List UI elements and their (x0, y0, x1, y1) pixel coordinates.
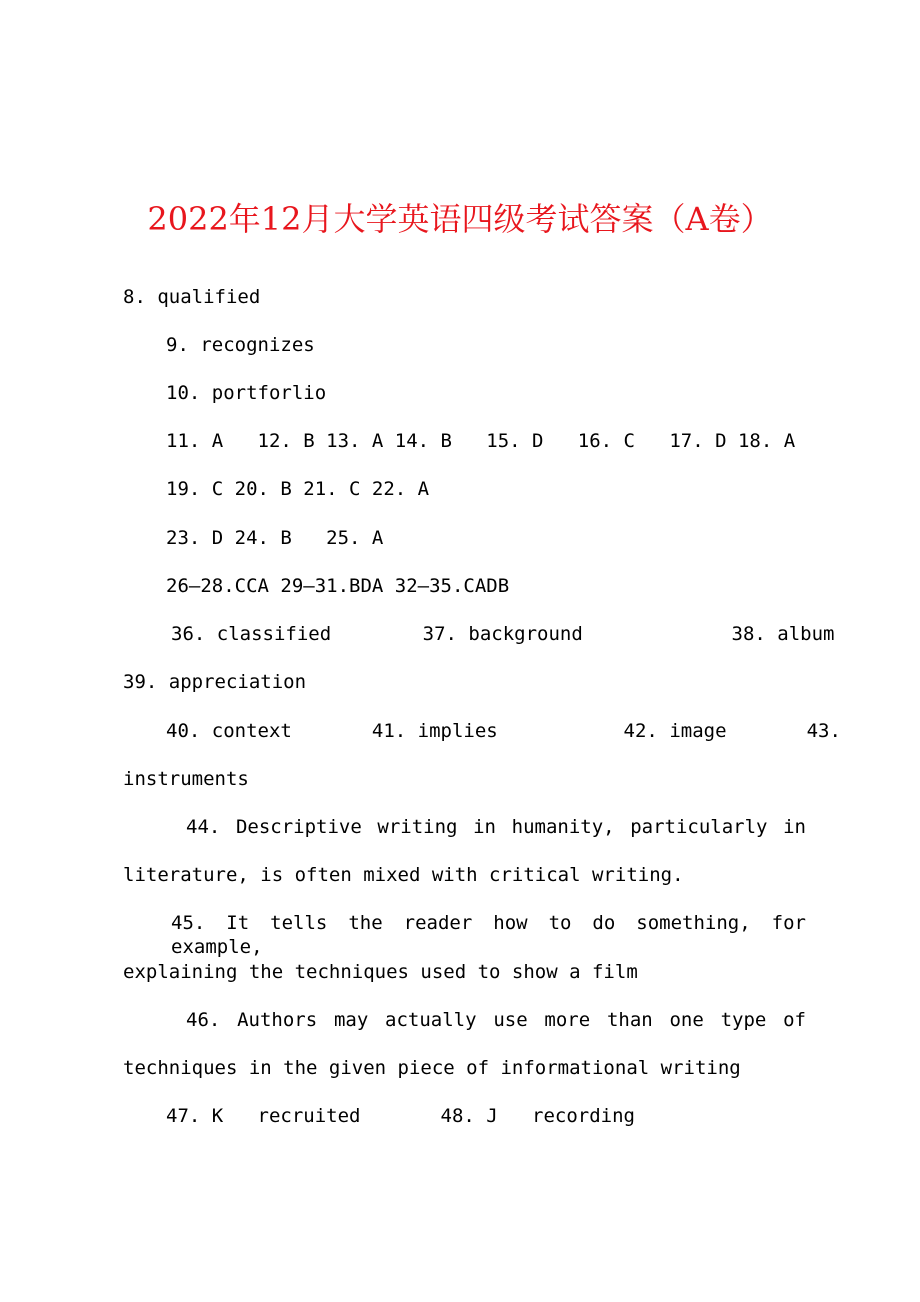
answer-line-19-22: 19. C 20. B 21. C 22. A (166, 478, 430, 500)
answer-line-45: 45. It tells the reader how to do something, for example, (171, 912, 806, 958)
page-title: 2022年12月大学英语四级考试答案（A卷） (147, 200, 773, 238)
answer-line-9: 9. recognizes (166, 334, 315, 356)
answer-line-26-35: 26—28.CCA 29—31.BDA 32—35.CADB (166, 575, 510, 597)
answer-line-36-38: 36. classified 37. background 38. album (171, 623, 835, 645)
answer-line-23-25: 23. D 24. B 25. A (166, 527, 384, 549)
answer-line-47-48: 47. K recruited 48. J recording (166, 1105, 635, 1127)
answer-line-10: 10. portforlio (166, 382, 327, 404)
answer-line-45-cont: explaining the techniques used to show a film (123, 961, 638, 983)
answer-line-46-cont: techniques in the given piece of informational writing (123, 1057, 741, 1079)
answer-line-40-43: 40. context 41. implies 42. image 43. (166, 720, 841, 742)
answer-line-44: 44. Descriptive writing in humanity, particularly in (186, 816, 806, 838)
answer-line-8: 8. qualified (123, 286, 261, 308)
answer-line-46: 46. Authors may actually use more than one type of (186, 1009, 806, 1031)
answer-line-39: 39. appreciation (123, 671, 307, 693)
answer-line-11-18: 11. A 12. B 13. A 14. B 15. D 16. C 17. D 18. A (166, 430, 796, 452)
answer-line-43-cont: instruments (123, 768, 249, 790)
answer-line-44-cont: literature, is often mixed with critical writing. (123, 864, 684, 886)
